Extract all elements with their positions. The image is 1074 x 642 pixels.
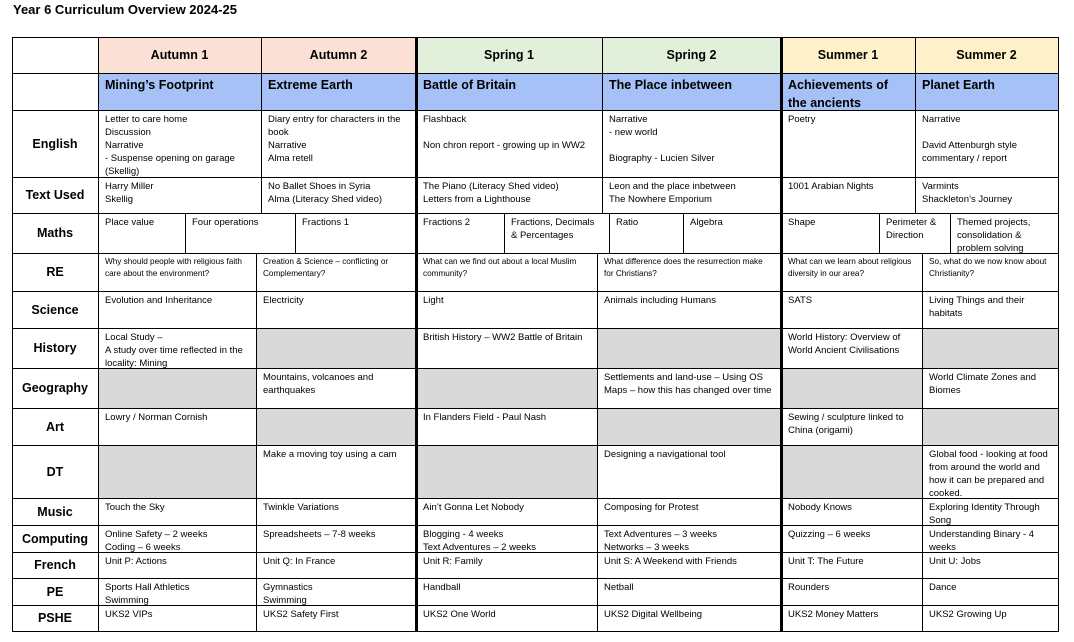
row-divider [12,328,1059,329]
topic-achievements-of-the-ancients: Achievements of the ancients [781,73,915,110]
geography-cell-empty [781,368,922,408]
pe-cell: Rounders [788,582,830,593]
column-divider [504,213,505,253]
term-header-autumn-2: Autumn 2 [261,37,416,73]
re-cell: What difference does the resurrection make for Christians? [604,257,763,278]
subject-label-pshe: PSHE [37,611,73,625]
row-divider [12,110,1059,111]
science-cell: Animals including Humans [604,295,716,306]
subject-label-french: French [34,558,76,572]
column-divider [295,213,296,253]
dt-cell: Designing a navigational tool [604,449,726,460]
topic-extreme-earth: Extreme Earth [261,73,416,110]
history-cell: Local Study – A study over time reflected in the locality: Mining [105,332,243,368]
text-used-cell: Harry Miller Skellig [105,181,154,205]
row-divider [12,525,1059,526]
row-divider [12,498,1059,499]
maths-cell: Four operations [192,217,259,228]
column-divider [602,37,603,213]
pshe-cell: UKS2 Digital Wellbeing [604,609,703,620]
row-divider [12,408,1059,409]
term-header-summer-2: Summer 2 [915,37,1058,73]
french-cell: Unit T: The Future [788,556,864,567]
history-cell: British History – WW2 Battle of Britain [423,332,583,343]
french-cell: Unit Q: In France [263,556,336,567]
french-cell: Unit P: Actions [105,556,167,567]
art-cell-empty [597,408,781,445]
french-cell: Unit S: A Weekend with Friends [604,556,737,567]
column-divider [950,213,951,253]
column-divider [415,37,418,631]
text-used-cell: The Piano (Literacy Shed video) Letters from a Lighthouse [423,181,559,205]
column-divider [609,213,610,253]
re-cell: What can we learn about religious diversity in our area? [788,257,912,278]
column-divider [915,37,916,213]
music-cell: Twinkle Variations [263,502,339,513]
dt-cell-empty [416,445,597,498]
dt-cell: Make a moving toy using a cam [263,449,397,460]
subject-label-history: History [33,341,77,355]
column-divider [922,253,923,631]
maths-cell: Algebra [690,217,723,228]
row-divider [12,578,1059,579]
pshe-cell: UKS2 Safety First [263,609,339,620]
english-cell: Flashback Non chron report - growing up in WW2 [423,114,586,151]
column-divider [98,37,99,631]
maths-cell: Fractions 2 [423,217,470,228]
pshe-cell: UKS2 VIPs [105,609,153,620]
subject-label-music: Music [37,504,73,519]
topic-planet-earth: Planet Earth [915,73,1058,110]
row-divider [12,177,1059,178]
maths-cell: Fractions 1 [302,217,349,228]
column-divider [12,37,13,631]
science-cell: Light [423,295,444,306]
history-cell-empty [256,328,416,368]
re-cell: So, what do we now know about Christianity? [929,257,1047,278]
maths-cell: Ratio [616,217,639,228]
music-cell: Exploring Identity Through Song [929,502,1040,525]
term-header-autumn-1: Autumn 1 [98,37,261,73]
row-divider [12,213,1059,214]
pshe-cell: UKS2 Money Matters [788,609,879,620]
computing-cell: Online Safety – 2 weeks Coding – 6 weeks [105,529,208,552]
science-cell: Electricity [263,295,304,306]
geography-cell-empty [98,368,256,408]
page-title: Year 6 Curriculum Overview 2024-25 [13,2,238,17]
row-divider [12,631,1059,632]
science-cell: Living Things and their habitats [929,295,1025,319]
french-cell: Unit U: Jobs [929,556,981,567]
art-cell: Sewing / sculpture linked to China (origami) [788,412,904,436]
re-cell: Creation & Science – conflicting or Complementary? [263,257,389,278]
text-used-cell: No Ballet Shoes in Syria Alma (Literacy Shed video) [268,181,383,205]
history-cell-empty [597,328,781,368]
column-divider [597,253,598,631]
art-cell: Lowry / Norman Cornish [105,412,208,423]
topic-mining-s-footprint: Mining’s Footprint [98,73,261,110]
dt-cell-empty [98,445,256,498]
english-cell: Narrative David Attenburgh style commentary / report [922,114,1018,164]
column-divider [256,253,257,631]
subject-label-science: Science [31,302,79,317]
row-divider [12,37,1059,38]
text-used-cell: Leon and the place inbetween The Nowhere Emporium [609,181,736,205]
subject-label-art: Art [45,419,65,434]
column-divider [261,37,262,213]
row-divider [12,605,1059,606]
maths-cell: Shape [788,217,816,228]
history-cell: World History: Overview of World Ancient Civilisations [788,332,901,356]
row-divider [12,253,1059,254]
computing-cell: Blogging - 4 weeks Text Adventures – 2 weeks [423,529,537,552]
computing-cell: Text Adventures – 3 weeks Networks – 3 weeks [604,529,718,552]
column-divider [780,37,783,631]
dt-cell: Global food - looking at food from around the world and how it can be prepared and cooked. [929,449,1048,498]
term-header-spring-2: Spring 2 [602,37,781,73]
english-cell: Letter to care home Discussion Narrative - Suspense opening on garage (Skellig) [105,114,235,177]
column-divider [683,213,684,253]
topic-battle-of-britain: Battle of Britain [416,73,602,110]
music-cell: Composing for Protest [604,502,699,513]
computing-cell: Quizzing – 6 weeks [788,529,871,540]
pe-cell: Dance [929,582,957,593]
geography-cell: World Climate Zones and Biomes [929,372,1037,396]
subject-label-english: English [32,136,78,151]
pe-cell: Sports Hall Athletics Swimming [105,582,190,605]
column-divider [185,213,186,253]
history-cell-empty [922,328,1058,368]
column-divider [879,213,880,253]
english-cell: Poetry [788,114,816,125]
music-cell: Nobody Knows [788,502,852,513]
dt-cell-empty [781,445,922,498]
subject-label-dt: DT [46,464,64,479]
subject-label-re: RE [46,265,64,279]
column-divider [1058,37,1059,631]
music-cell: Ain’t Gonna Let Nobody [423,502,524,513]
music-cell: Touch the Sky [105,502,165,513]
computing-cell: Understanding Binary - 4 weeks [929,529,1035,552]
science-cell: SATS [788,295,813,306]
row-divider [12,368,1059,369]
maths-cell: Themed projects, consolidation & problem solving [957,217,1031,253]
re-cell: What can we find out about a local Muslim community? [423,257,577,278]
maths-cell: Fractions, Decimals & Percentages [511,217,595,241]
english-cell: Diary entry for characters in the book Narrative Alma retell [268,114,401,164]
maths-cell: Perimeter & Direction [886,217,937,241]
geography-cell: Mountains, volcanoes and earthquakes [263,372,374,396]
term-header-summer-1: Summer 1 [781,37,915,73]
row-divider [12,73,1059,74]
computing-cell: Spreadsheets – 7-8 weeks [263,529,376,540]
row-divider [12,291,1059,292]
row-divider [12,445,1059,446]
subject-label-computing: Computing [22,531,88,546]
geography-cell: Settlements and land-use – Using OS Maps – how this has changed over time [604,372,772,396]
geography-cell-empty [416,368,597,408]
topic-the-place-inbetween: The Place inbetween [602,73,781,110]
pshe-cell: UKS2 Growing Up [929,609,1007,620]
english-cell: Narrative - new world Biography - Lucien Silver [609,114,715,164]
pe-cell: Handball [423,582,461,593]
subject-label-pe: PE [46,584,64,599]
art-cell-empty [922,408,1058,445]
term-header-spring-1: Spring 1 [416,37,602,73]
pe-cell: Gymnastics Swimming [263,582,313,605]
art-cell: In Flanders Field - Paul Nash [423,412,547,423]
pshe-cell: UKS2 One World [423,609,496,620]
subject-label-text-used: Text Used [25,188,85,202]
maths-cell: Place value [105,217,155,228]
french-cell: Unit R: Family [423,556,483,567]
row-divider [12,552,1059,553]
pe-cell: Netball [604,582,634,593]
re-cell: Why should people with religious faith care about the environment? [105,257,242,278]
subject-label-maths: Maths [36,226,74,240]
text-used-cell: 1001 Arabian Nights [788,181,874,192]
art-cell-empty [256,408,416,445]
text-used-cell: Varmints Shackleton’s Journey [922,181,1013,205]
subject-label-geography: Geography [22,381,88,395]
science-cell: Evolution and Inheritance [105,295,213,306]
